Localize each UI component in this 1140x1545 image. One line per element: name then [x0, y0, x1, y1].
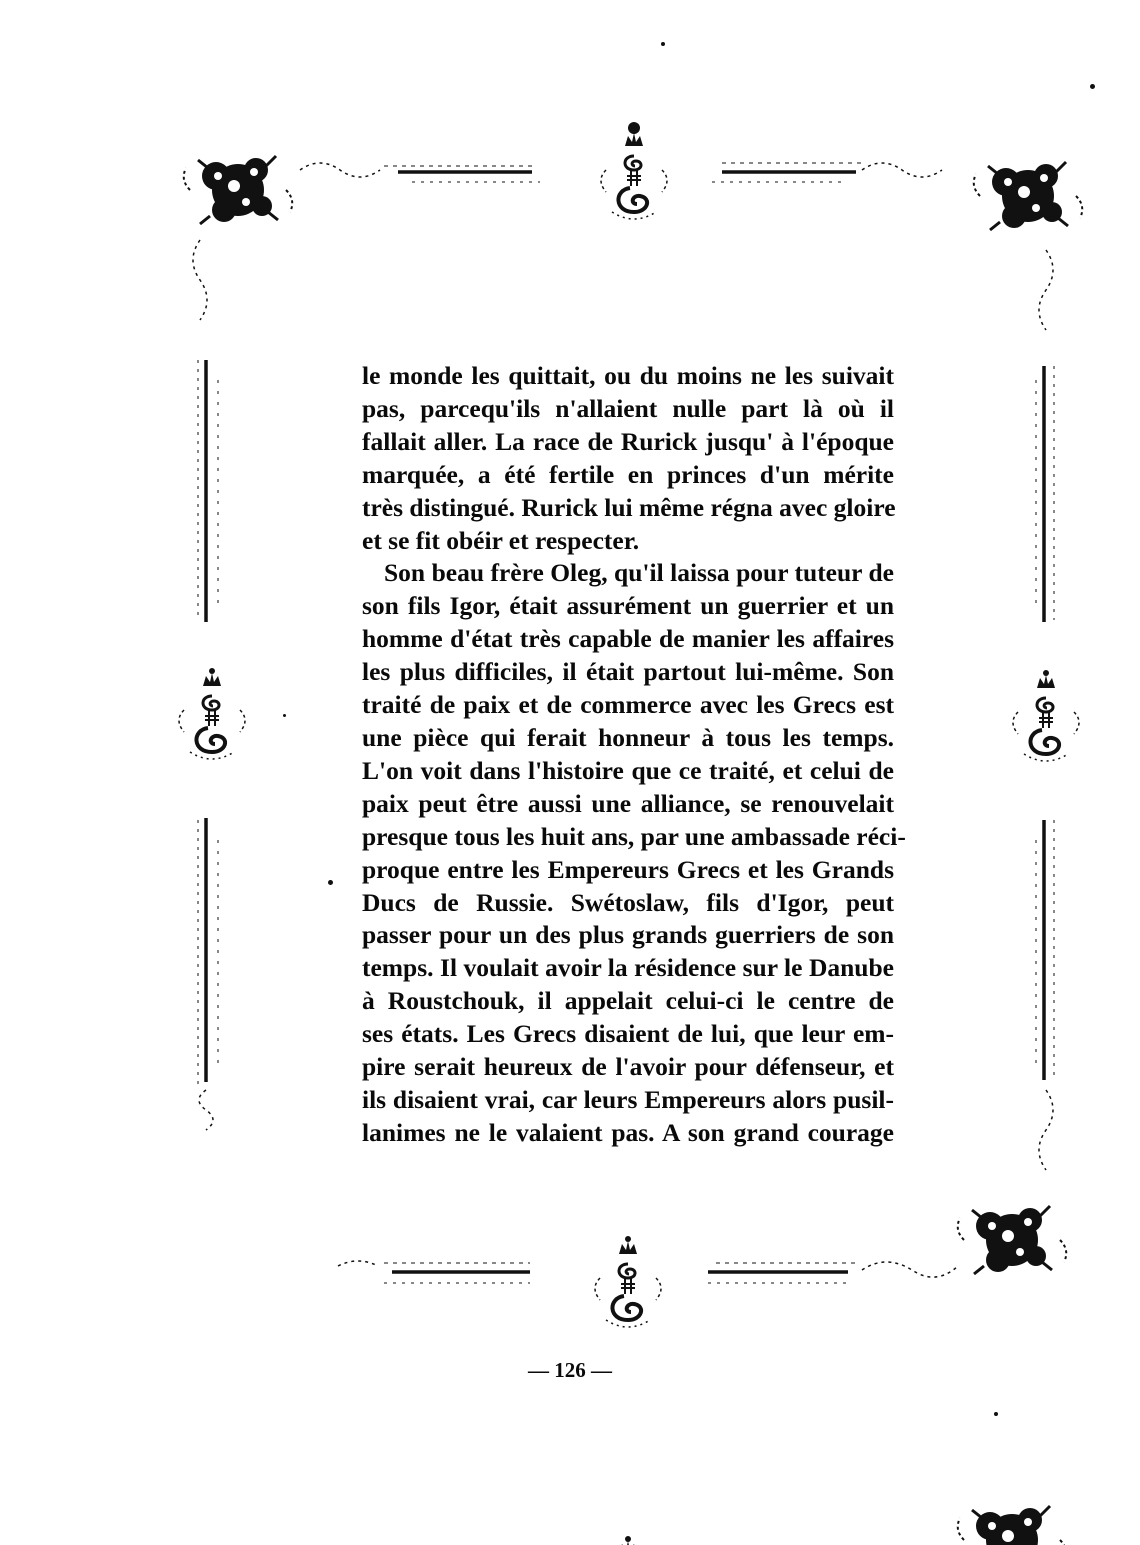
- text-line: proque entre les Empereurs Grecs et les Grands: [362, 854, 894, 884]
- text-line: son fils Igor, était assurément un guerrier et un: [362, 591, 894, 621]
- ink-speck: [661, 42, 665, 46]
- text-line: lanimes ne le valaient pas. A son grand courage: [362, 1117, 894, 1147]
- page-number: — 126 —: [528, 1358, 612, 1382]
- text-line: le monde les quittait, ou du moins ne les suivait: [362, 361, 894, 390]
- text-line: une pièce qui ferait honneur à tous les temps.: [362, 722, 894, 752]
- text-line: paix peut être aussi une alliance, se renouvelait: [362, 788, 894, 818]
- body-text: [362, 360, 906, 1150]
- text-line: L'on voit dans l'histoire que ce traité, et celui de: [362, 755, 894, 785]
- text-line: homme d'état très capable de manier les affaires: [362, 624, 894, 654]
- text-line: temps. Il voulait avoir la résidence sur le Danube: [362, 953, 894, 983]
- text-line: les plus difficiles, il était partout lui-même. Son: [362, 657, 894, 687]
- text-line: Son beau frère Oleg, qu'il laissa pour tuteur de: [384, 558, 894, 588]
- ink-speck: [994, 1412, 998, 1416]
- text-line: marquée, a été fertile en princes d'un mérite: [362, 459, 894, 489]
- paragraph-1: [362, 360, 894, 557]
- text-line: très distingué. Rurick lui même régna avec gloire: [362, 492, 896, 522]
- ink-speck: [283, 714, 286, 717]
- text-line: et se fit obéir et respecter.: [362, 525, 640, 555]
- text-line: traité de paix et de commerce avec les Grecs est: [362, 690, 894, 720]
- paragraph-2: [362, 557, 906, 1149]
- text-line: fallait aller. La race de Rurick jusqu' à l'époque: [362, 426, 894, 456]
- text-line: pas, parcequ'ils n'allaient nulle part là où il: [362, 393, 894, 423]
- text-line: à Roustchouk, il appelait celui-ci le centre de: [362, 986, 894, 1016]
- text-line: Ducs de Russie. Swétoslaw, fils d'Igor, peut: [362, 887, 894, 917]
- text-line: pire serait heureux de l'avoir pour défenseur, et: [362, 1052, 894, 1082]
- text-line: passer pour un des plus grands guerriers de son: [362, 920, 894, 950]
- text-line: ils disaient vrai, car leurs Empereurs alors pusil-: [362, 1084, 894, 1114]
- ink-speck: [328, 880, 333, 885]
- text-line: presque tous les huit ans, par une ambassade réci-: [362, 821, 906, 851]
- ink-speck: [1090, 84, 1095, 89]
- text-line: ses états. Les Grecs disaient de lui, que leur em-: [362, 1019, 894, 1049]
